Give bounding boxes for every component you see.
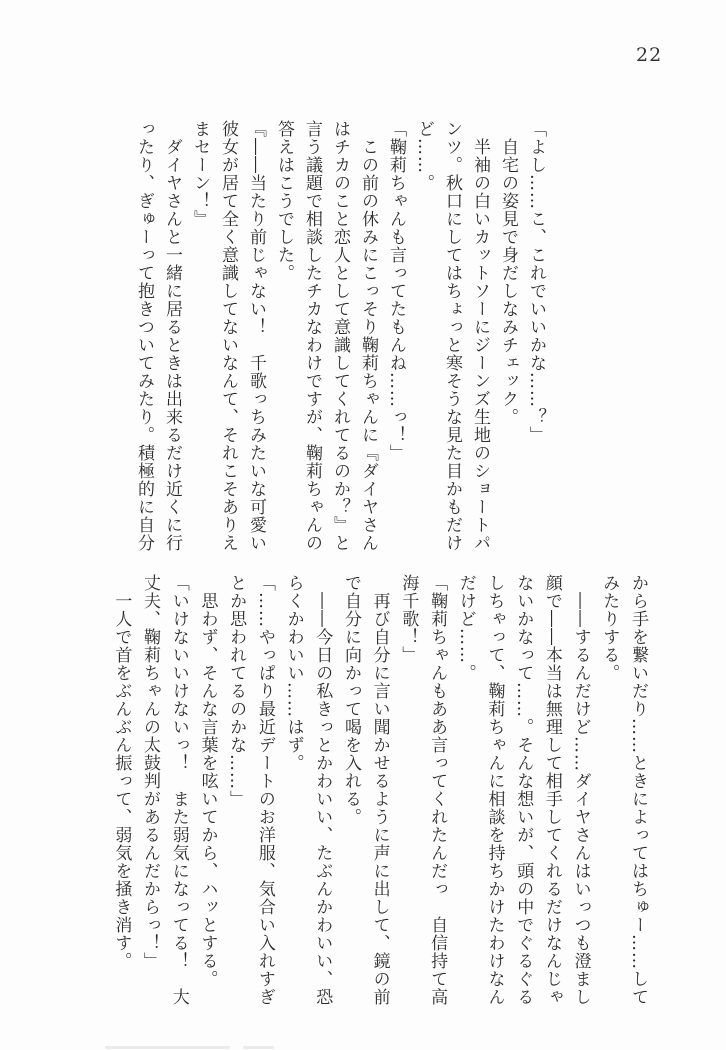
text-line: 自宅の姿見で身だしなみチェック。 <box>498 120 518 426</box>
scan-artifact-line <box>105 1046 230 1049</box>
text-line: 「よし……こ、これでいいかな……？」 <box>526 120 546 444</box>
text-line: だけど……。 <box>455 574 476 682</box>
text-line: 半袖の白いカットソーにジーンズ生地のショートパ <box>470 120 490 552</box>
text-line: まセーン！』 <box>190 120 210 228</box>
text-line: らくかわいい……はず。 <box>283 574 304 772</box>
text-line: ンツ。秋口にしてはちょっと寒そうな見た目かもだけ <box>442 120 462 552</box>
text-line: ったり、ぎゅーって抱きついてみたり。積極的に自分 <box>134 120 154 552</box>
text-line: 言う議題で相談したチカなわけですが、鞠莉ちゃんの <box>302 120 322 552</box>
text-line: 「鞠莉ちゃんもああ言ってくれたんだっ 自信持て高 <box>427 574 448 1006</box>
text-line: 顔で――本当は無理して相手してくれるだけなんじゃ <box>541 574 562 1006</box>
text-line: みたりする。 <box>599 574 620 682</box>
text-line: 彼女が居て全く意識してないなんて、それこそありえ <box>218 120 238 552</box>
scan-artifact-line <box>243 1046 274 1049</box>
bottom-text-block <box>106 574 652 1014</box>
text-line: 思わず、そんな言葉を呟いてから、ハッとする。 <box>197 574 218 988</box>
text-line: 答えはこうでした。 <box>274 120 294 282</box>
text-line: ないかなって……。そんな想いが、頭の中でぐるぐる <box>513 574 534 1006</box>
text-line: 丈夫、鞠莉ちゃんの太鼓判があるんだからっ！」 <box>140 574 161 970</box>
text-line: ど……。 <box>414 120 434 192</box>
text-line: はチカのこと恋人として意識してくれてるのか？』と <box>330 120 350 552</box>
text-line: 海千歌！」 <box>398 574 419 664</box>
text-line: 『――当たり前じゃない！ 千歌っちみたいな可愛い <box>246 120 266 552</box>
text-line: で自分に向かって喝を入れる。 <box>340 574 361 826</box>
top-text-block <box>129 120 550 550</box>
page-number: 22 <box>636 44 663 66</box>
text-line: 「鞠莉ちゃんも言ってたもんね……っ！」 <box>386 120 406 462</box>
text-line: とか思われてるのかな……」 <box>226 574 247 808</box>
text-line: ダイヤさんと一緒に居るときは出来るだけ近くに行 <box>162 120 182 552</box>
text-line: ――するんだけど……ダイヤさんはいっつも澄まし <box>570 574 591 1006</box>
text-line: 再び自分に言い聞かせるように声に出して、鏡の前 <box>369 574 390 1006</box>
text-line: 「……やっぱり最近デートのお洋服、気合い入れすぎ <box>254 574 275 1006</box>
text-line: から手を繋いだり……ときによってはちゅー……して <box>628 574 648 1006</box>
text-line: しちゃって、鞠莉ちゃんに相談を持ちかけたわけなん <box>484 574 505 1006</box>
text-line: この前の休みにこっそり鞠莉ちゃんに『ダイヤさん <box>358 120 378 552</box>
text-line: ――今日の私きっとかわいい、たぶんかわいい、恐 <box>312 574 333 1006</box>
text-line: 「いけないいけないっ！ また弱気になってる！ 大 <box>168 574 189 1006</box>
text-line: 一人で首をぶんぶん振って、弱気を掻き消す。 <box>111 574 132 970</box>
